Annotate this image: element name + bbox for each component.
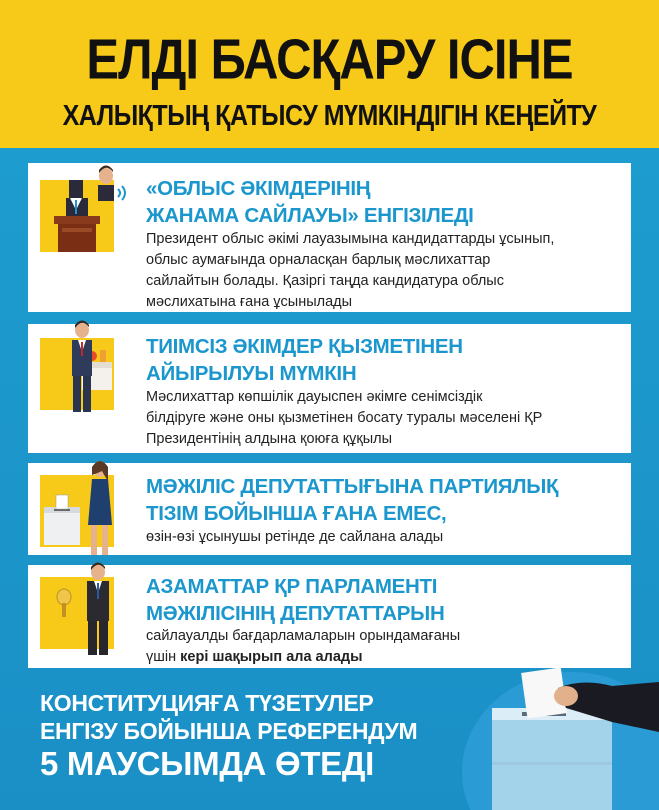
card-1-body-line2: облыс аумағында орналасқан барлық мәслихаттар [146,252,491,268]
footer-line1: КОНСТИТУЦИЯҒА ТҮЗЕТУЛЕР [40,690,374,716]
ballot-box-photo [462,652,659,810]
card-3-body-line1: өзін-өзі ұсынушы ретінде де сайлана алады [146,529,444,545]
page-subtitle: ХАЛЫҚТЫҢ ҚАТЫСУ МҮМКІНДІГІН КЕҢЕЙТУ [62,99,597,133]
sound-waves-icon [114,183,134,203]
card-2-title-line1: ТИІМСІЗ ӘКІМДЕР ҚЫЗМЕТІНЕН [146,335,463,358]
card-4-body-line2-bold: кері шақырып ала алады [180,649,363,665]
page-title: ЕЛДІ БАСҚАРУ ІСІНЕ [86,28,573,92]
card-4-title-line1: АЗАМАТТАР ҚР ПАРЛАМЕНТІ [146,575,438,598]
card-4-body-line2-normal: үшін [146,649,181,665]
info-card-2 [28,324,631,453]
card-1-title-line1: «ОБЛЫС ӘКІМДЕРІНІҢ [146,177,371,200]
card-4-title-line2: МӘЖІЛІСІНІҢ ДЕПУТАТТАРЫН [146,602,445,625]
card-1-body-line1: Президент облыс әкімі лауазымына кандидаттарды ұсынып, [146,231,555,247]
walking-man-icon [62,318,102,418]
header-banner [0,0,659,148]
woman-figure-icon [78,455,118,557]
speaker-head-icon [72,161,116,201]
card-2-title-line2: АЙЫРЫЛУЫ МҮМКІН [146,362,357,385]
card-2-body-line2: білдіруге және оны қызметінен босату туралы мәселені ҚР [146,410,543,426]
footer-line2: ЕНГІЗУ БОЙЫНША РЕФЕРЕНДУМ [40,718,418,744]
card-3-title-line1: МӘЖІЛІС ДЕПУТАТТЫҒЫНА ПАРТИЯЛЫҚ [146,475,559,498]
card-4-body-line1: сайлауалды бағдарламаларын орындамағаны [146,628,461,644]
footer-line3: 5 МАУСЫМДА ӨТЕДІ [40,745,374,782]
info-card-1 [28,163,631,312]
card-2-body-line3: Президентінің алдына қоюға құқылы [146,431,393,447]
card-3-title-line2: ТІЗІМ БОЙЫНША ҒАНА ЕМЕС, [146,502,447,525]
info-card-3 [28,463,631,555]
card-1-body-line3: сайлайтын болады. Қазіргі таңда кандидатура облыс [146,273,504,289]
card-1-title-line2: ЖАНАМА САЙЛАУЫ» ЕНГІЗІЛЕДІ [146,204,474,227]
card-1-body-line4: мәслихатына ғана ұсынылады [146,294,353,310]
card-2-body-line1: Мәслихаттар көпшілік дауыспен әкімге сенімсіздік [146,389,483,405]
deputy-figure-icon [78,559,118,659]
